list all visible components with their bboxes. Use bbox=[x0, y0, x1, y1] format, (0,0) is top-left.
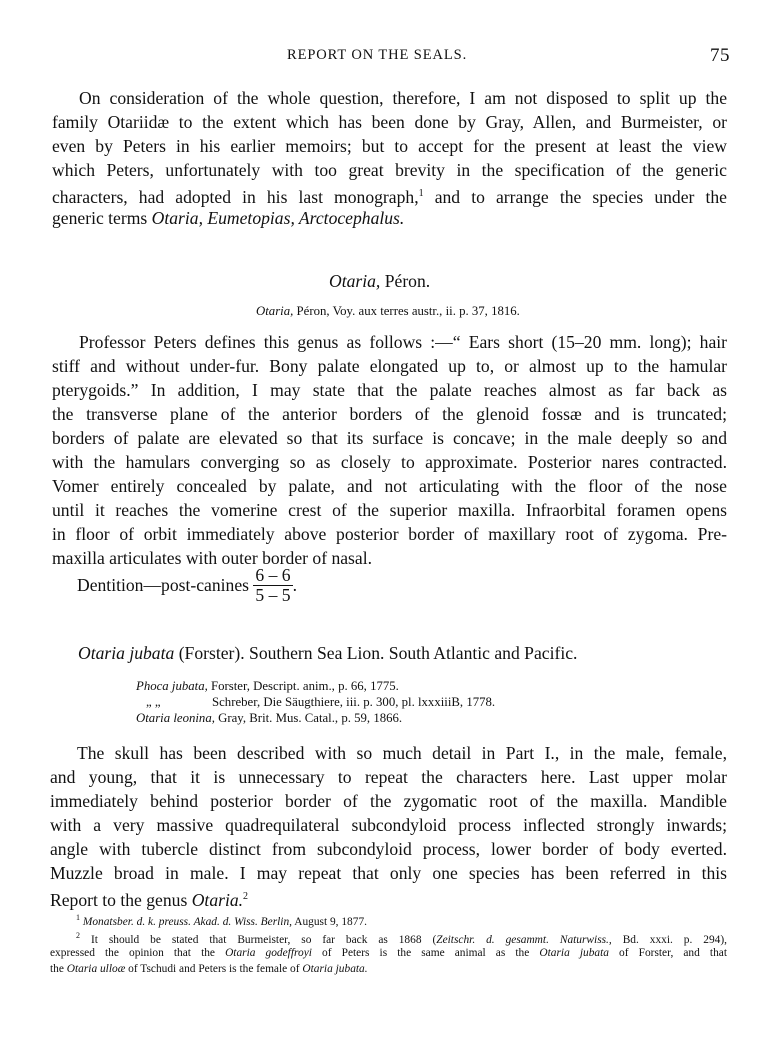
footnote-citation: Monatsber. d. k. preuss. Akad. d. Wiss. Berlin, bbox=[82, 915, 292, 928]
footnote-2-line bbox=[50, 947, 727, 959]
text-line: with the hamulars converging so as closely to approximate. Posterior nares contracted. bbox=[52, 452, 727, 472]
text-line: which Peters, unfortunately with too great brevity in the specification of the generic bbox=[52, 160, 727, 180]
synonym-entry bbox=[146, 695, 495, 710]
synonym-reference: Schreber, Die Säugthiere, iii. p. 300, pl. lxxxiiiB, 1778. bbox=[212, 695, 496, 709]
footnote-text: of Forster, and that bbox=[608, 947, 727, 959]
text-run: Report to the genus bbox=[50, 889, 192, 910]
text-line: The skull has been described with so much detail in Part I., in the male, female, bbox=[77, 743, 727, 763]
dentition-upper: 6 – 6 bbox=[255, 565, 291, 585]
text-line: maxilla articulates with outer border of nasal. bbox=[52, 548, 372, 568]
synonym-reference: Forster, Descript. anim., p. 66, 1775. bbox=[207, 679, 399, 693]
dentition-period: . bbox=[292, 575, 297, 595]
footnote-citation: Zeitschr. d. gesammt. Naturwiss., bbox=[436, 933, 612, 946]
text-line: Muzzle broad in male. I may repeat that only one species has been referred in this bbox=[50, 863, 727, 883]
synonym-name: Phoca jubata, bbox=[136, 679, 208, 693]
species-name: Otaria jubata bbox=[78, 643, 175, 663]
text-line: the transverse plane of the anterior borders of the glenoid fossæ and is truncated; bbox=[52, 404, 727, 424]
footnote-species: Otaria jubata. bbox=[302, 963, 368, 975]
dentition-formula bbox=[77, 566, 297, 605]
species-heading bbox=[78, 643, 577, 664]
text-line bbox=[52, 206, 404, 230]
text-line: Professor Peters defines this genus as follows :—“ Ears short (15–20 mm. long); hair bbox=[79, 332, 727, 352]
text-line: angle with tubercle distinct from subcondyloid process, lower border of body everted. bbox=[50, 839, 727, 859]
reference-genus: Otaria, bbox=[256, 304, 294, 318]
footnote-species: Otaria ulloæ bbox=[66, 963, 126, 975]
text-line: until it reaches the vomerine crest of the superior maxilla. Infraorbital foramen opens bbox=[52, 500, 727, 520]
footnote-2-line bbox=[76, 931, 727, 946]
text-line: family Otariidæ to the extent which has been done by Gray, Allen, and Burmeister, or bbox=[52, 112, 727, 132]
text-line: and young, that it is unnecessary to repeat the characters here. Last upper molar bbox=[50, 767, 727, 787]
dentition-fraction bbox=[253, 566, 292, 605]
text-line: borders of palate are elevated so that its surface is concave; in the male deeply so and bbox=[52, 428, 727, 448]
footnote-ref-1: 1 bbox=[418, 188, 424, 199]
genera-list: Otaria, Eumetopias, Arctocephalus. bbox=[151, 208, 405, 228]
page-number: 75 bbox=[710, 45, 730, 66]
text-run: generic terms bbox=[52, 208, 152, 228]
footnote-text: It should be stated that Burmeister, so far back as 1868 ( bbox=[90, 933, 437, 946]
text-line: On consideration of the whole question, therefore, I am not disposed to split up the bbox=[79, 88, 727, 108]
footnote-text: Bd. xxxi. p. 294), bbox=[611, 933, 727, 946]
text-line: even by Peters in his earlier memoirs; but to accept for the present at least the view bbox=[52, 136, 727, 156]
footnote-text: of Tschudi and Peters is the female of bbox=[125, 963, 303, 975]
text-line: in floor of orbit immediately above posterior border of maxillary root of zygoma. Pre- bbox=[52, 524, 727, 544]
footnote-text: the bbox=[50, 963, 67, 975]
text-line bbox=[50, 885, 248, 912]
genus-reference bbox=[256, 304, 520, 319]
footnote-ref-2: 2 bbox=[243, 891, 249, 902]
footnote-species: Otaria godeffroyi bbox=[225, 947, 312, 959]
synonym-entry bbox=[136, 679, 399, 694]
synonym-reference: Gray, Brit. Mus. Catal., p. 59, 1866. bbox=[214, 711, 403, 725]
footnote-1 bbox=[76, 913, 367, 928]
footnote-text: of Peters is the same animal as the bbox=[311, 947, 540, 959]
synonym-name: Otaria leonina, bbox=[136, 711, 215, 725]
footnote-species: Otaria jubata bbox=[539, 947, 609, 959]
footnote-text: expressed the opinion that the bbox=[50, 947, 226, 959]
text-run: and to arrange the species under the bbox=[423, 186, 727, 207]
text-line: pterygoids.” In addition, I may state that the palate reaches almost as far back as bbox=[52, 380, 727, 400]
text-run: characters, had adopted in his last monograph, bbox=[52, 186, 419, 207]
genus-name: Otaria, bbox=[329, 271, 381, 291]
genus-author: Péron. bbox=[380, 271, 431, 291]
footnote-2-line bbox=[50, 963, 368, 975]
species-description: (Forster). Southern Sea Lion. South Atlantic and Pacific. bbox=[174, 643, 578, 663]
footnote-mark: 1 bbox=[76, 913, 80, 922]
footnote-text: August 9, 1877. bbox=[292, 915, 367, 928]
synonym-entry bbox=[136, 711, 402, 726]
running-header-title: REPORT ON THE SEALS. bbox=[287, 47, 468, 63]
genus-heading bbox=[329, 271, 430, 292]
dentition-label: Dentition—post-canines bbox=[77, 575, 254, 595]
reference-text: Péron, Voy. aux terres austr., ii. p. 37, 1816. bbox=[293, 304, 520, 318]
footnote-mark: 2 bbox=[76, 931, 80, 940]
ditto-marks: „ „ bbox=[146, 695, 161, 709]
genus-ref: Otaria. bbox=[191, 889, 244, 910]
text-line: stiff and without under-fur. Bony palate elongated up to, or almost up to the hamular bbox=[52, 356, 727, 376]
text-line bbox=[52, 182, 727, 209]
text-line: immediately behind posterior border of the zygomatic root of the maxilla. Mandible bbox=[50, 791, 727, 811]
text-line: with a very massive quadrequilateral subcondyloid process inflected strongly inwards; bbox=[50, 815, 727, 835]
dentition-lower: 5 – 5 bbox=[255, 585, 291, 605]
text-line: Vomer entirely concealed by palate, and not articulating with the floor of the nose bbox=[52, 476, 727, 496]
